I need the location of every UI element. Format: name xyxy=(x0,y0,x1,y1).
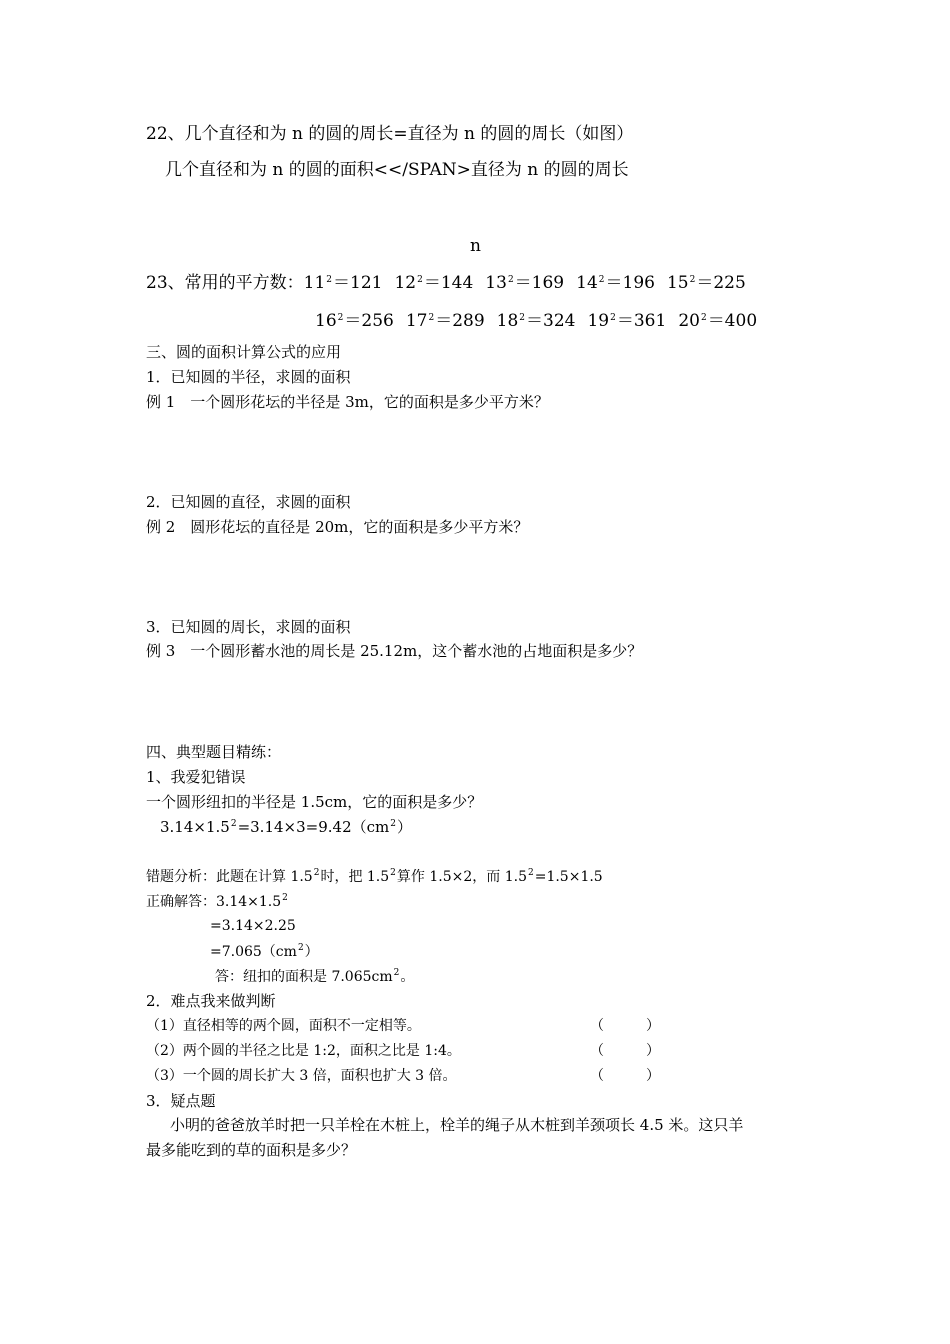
judge-item-1: （1）直径相等的两个圆，面积不一定相等。 （ ） xyxy=(146,1018,660,1034)
square-16: $16^2=256$ xyxy=(315,311,394,331)
section-3-q3: 3．已知圆的周长，求圆的面积 xyxy=(146,618,351,636)
item-23-row2 xyxy=(315,313,769,330)
section-4-sub3: 3．疑点题 xyxy=(146,1092,216,1110)
section-4-heading: 四、典型题目精练： xyxy=(146,743,282,761)
item-23-label: 23、常用的平方数： xyxy=(146,273,304,293)
judge-answer-blank[interactable]: （ ） xyxy=(590,1043,660,1059)
example-3: 例 3 一个圆形蓄水池的周长是 25.12m，这个蓄水池的占地面积是多少？ xyxy=(146,642,643,660)
doubt-problem-line1: 小明的爸爸放羊时把一只羊栓在木桩上，栓羊的绳子从木桩到羊颈项长 4.5 米。这只羊 xyxy=(170,1116,744,1134)
item-23-row1 xyxy=(146,275,758,292)
square-13: $13^2=169$ xyxy=(485,273,565,293)
section-4-sub2: 2．难点我来做判断 xyxy=(146,992,276,1010)
example-1: 例 1 一个圆形花坛的半径是 3m，它的面积是多少平方米？ xyxy=(146,393,549,411)
figure-label-n: n xyxy=(470,236,481,256)
item-22-line2: 几个直径和为 n 的圆的面积<</SPAN>直径为 n 的圆的周长 xyxy=(165,160,629,180)
section-3-q1: 1．已知圆的半径，求圆的面积 xyxy=(146,368,351,386)
doubt-problem-line2: 最多能吃到的草的面积是多少？ xyxy=(146,1141,357,1159)
solution-answer: 答：纽扣的面积是 $7.065cm^2$。 xyxy=(215,968,415,985)
item-22-line1: 22、几个直径和为 n 的圆的周长=直径为 n 的圆的周长（如图） xyxy=(146,124,634,144)
judge-answer-blank[interactable]: （ ） xyxy=(590,1018,660,1034)
square-19: $19^2=361$ xyxy=(587,311,667,331)
judge-answer-blank[interactable]: （ ） xyxy=(590,1068,660,1084)
section-3-q2: 2．已知圆的直径，求圆的面积 xyxy=(146,493,351,511)
judge-item-2: （2）两个圆的半径之比是 1:2，面积之比是 1:4。 （ ） xyxy=(146,1043,660,1059)
problem-text: 一个圆形纽扣的半径是 1.5cm，它的面积是多少？ xyxy=(146,793,483,811)
square-12: $12^2=144$ xyxy=(394,273,474,293)
solution-step-1: =3.14×2.25 xyxy=(210,918,296,934)
square-14: $14^2=196$ xyxy=(576,273,655,293)
square-11: $11^2=121$ xyxy=(303,273,383,293)
section-4-sub1: 1、我爱犯错误 xyxy=(146,768,246,786)
solution-step-2: $=7.065(cm^2)$ xyxy=(210,943,319,960)
error-analysis: 错题分析：此题在计算 $1.5^2$时，把 $1.5^2$算作 1.5×2，而 $1.5^2=1.5\times 1.5$ xyxy=(146,868,603,885)
square-18: $18^2=324$ xyxy=(496,311,576,331)
square-15: $15^2=225$ xyxy=(666,273,746,293)
square-17: $17^2=289$ xyxy=(405,311,485,331)
correct-solution: 正确解答：$3.14\times 1.5^2$ xyxy=(146,893,288,910)
judge-item-3: （3）一个圆的周长扩大 3 倍，面积也扩大 3 倍。 （ ） xyxy=(146,1068,660,1084)
square-20: $20^2=400$ xyxy=(678,311,758,331)
wrong-solution: $3.14\times 1.5^2=3.14\times 3=9.42(cm^2)$ xyxy=(160,818,412,836)
example-2: 例 2 圆形花坛的直径是 20m，它的面积是多少平方米？ xyxy=(146,518,529,536)
section-3-heading: 三、圆的面积计算公式的应用 xyxy=(146,343,342,361)
